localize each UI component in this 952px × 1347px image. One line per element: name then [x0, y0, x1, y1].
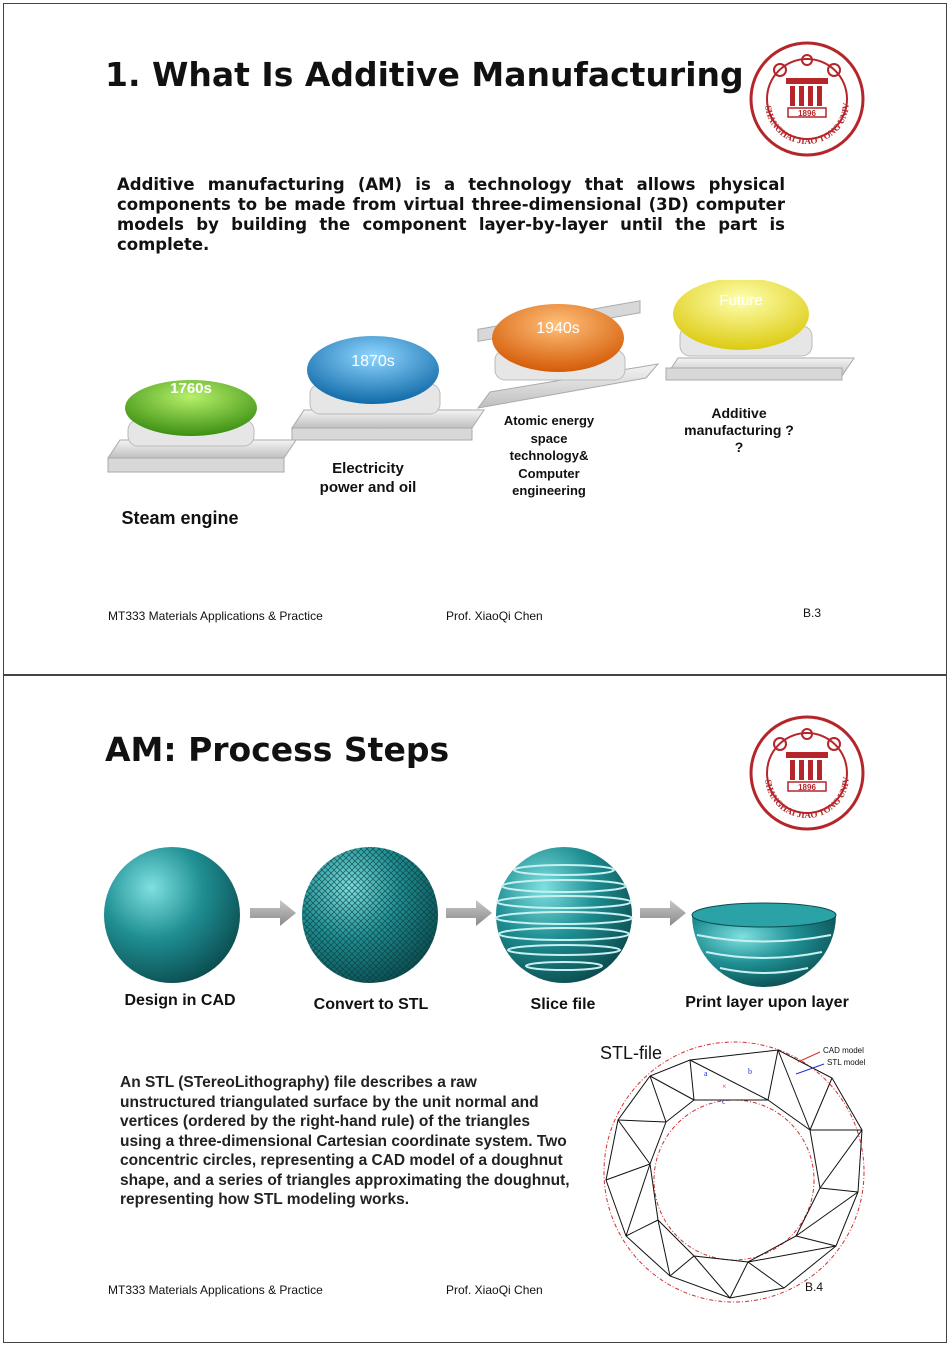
stl-file-heading: STL-file	[600, 1043, 663, 1063]
step-label-print: Print layer upon layer	[685, 994, 849, 1011]
legend-cad-model: CAD model	[823, 1046, 864, 1055]
am-definition: Additive manufacturing (AM) is a technology that allows physical components to be made from virtual three-dimensional (3D) computer models by building the component layer-by-layer until the part is complete.	[117, 175, 785, 254]
stl-sphere	[302, 847, 438, 983]
stage-3-button	[478, 301, 658, 408]
footer-prof-2: Prof. XiaoQi Chen	[446, 1283, 543, 1297]
logo-year-2: 1896	[798, 783, 816, 792]
logo-university-text-2: SHANGHAI JIAO TONG UNIV	[763, 776, 852, 821]
slide-1-title: 1. What Is Additive Manufacturing	[105, 55, 744, 94]
point-c: c	[722, 1097, 726, 1106]
point-a: a	[704, 1069, 708, 1078]
footer-page-2: B.4	[805, 1280, 824, 1294]
svg-text:×: ×	[722, 1082, 727, 1091]
stage-1-label: Steam engine	[121, 508, 239, 528]
stage-4-year: Future	[719, 292, 763, 309]
footer-course-2: MT333 Materials Applications & Practice	[108, 1283, 323, 1297]
footer-course-1: MT333 Materials Applications & Practice	[108, 609, 323, 623]
sliced-sphere	[496, 847, 632, 983]
step-label-cad: Design in CAD	[124, 992, 236, 1009]
stage-4-label: Additive manufacturing ? ?	[684, 405, 794, 455]
slide-2-title: AM: Process Steps	[105, 730, 450, 769]
stage-4-button	[666, 280, 854, 380]
stage-3-label: Atomic energy space technology& Computer engineering	[503, 413, 595, 498]
arrow-icon	[446, 900, 492, 926]
arrow-icon	[640, 900, 686, 926]
logo-university-text: SHANGHAI JIAO TONG UNIV	[763, 102, 852, 147]
point-b: b	[748, 1067, 752, 1076]
process-steps-graphic	[100, 840, 860, 990]
stage-1-year: 1760s	[170, 380, 212, 397]
stage-2-button	[292, 336, 484, 440]
stage-2-label: Electricity power and oil	[319, 460, 417, 496]
stage-3-year: 1940s	[536, 320, 580, 337]
stl-description: An STL (STereoLithography) file describes a raw unstructured triangulated surface by the unit normal and vertices (ordered by the right-hand rule) of the triangles using a three-dimensional Cartesian coordinate system. Two concentric circles, representing a CAD model of a doughnut shape, and a series of triangles approximating the doughnut, representing how STL modeling works.	[120, 1074, 570, 1208]
stage-2-year: 1870s	[351, 353, 395, 370]
logo-year: 1896	[798, 109, 816, 118]
legend-stl-model: STL model	[827, 1058, 866, 1067]
printed-hemisphere	[692, 903, 836, 987]
step-label-stl: Convert to STL	[313, 996, 429, 1013]
university-logo-2	[748, 714, 866, 832]
stl-doughnut-diagram	[600, 1040, 870, 1305]
cad-sphere	[104, 847, 240, 983]
footer-prof-1: Prof. XiaoQi Chen	[446, 609, 543, 623]
footer-page-1: B.3	[803, 606, 822, 620]
stage-1-button	[108, 380, 296, 472]
step-label-slice: Slice file	[530, 996, 596, 1013]
university-logo	[748, 40, 866, 158]
arrow-icon	[250, 900, 296, 926]
